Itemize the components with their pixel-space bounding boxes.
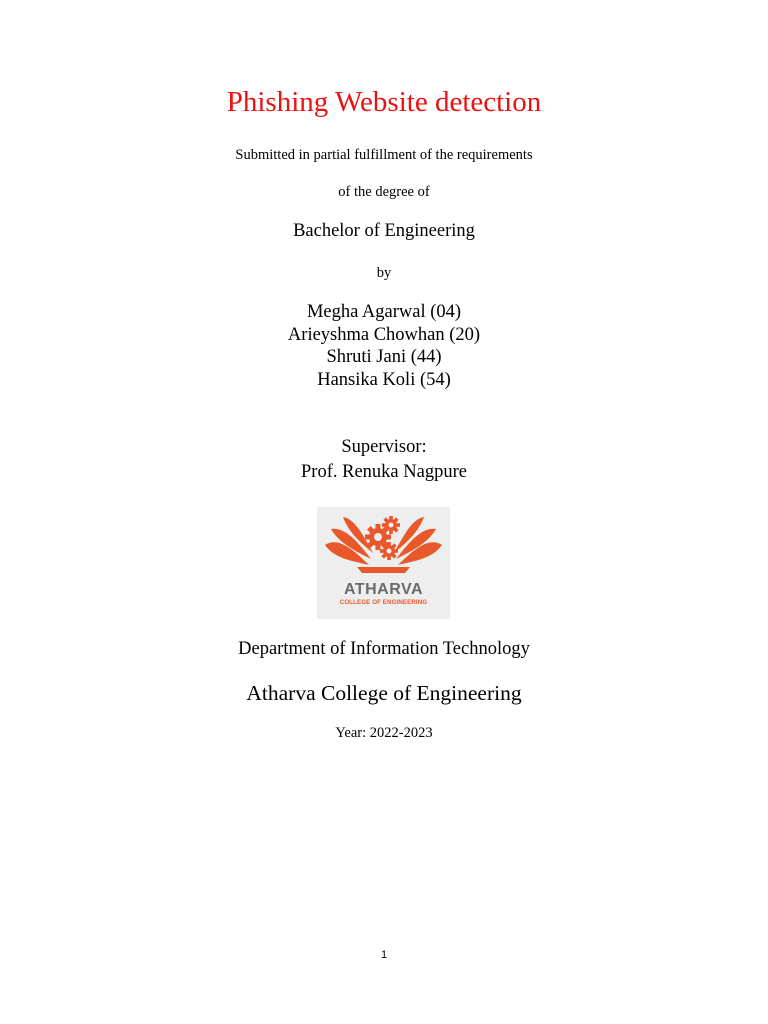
submission-line-1: Submitted in partial fulfillment of the requirements (235, 147, 533, 163)
logo-name: ATHARVA (343, 581, 424, 598)
academic-year: Year: 2022-2023 (335, 725, 433, 741)
college-name: Atharva College of Engineering (246, 681, 522, 705)
supervisor-label: Supervisor: (341, 437, 427, 457)
author-item: Hansika Koli (54) (317, 369, 451, 390)
degree-name: Bachelor of Engineering (293, 221, 475, 241)
author-item: Megha Agarwal (04) (306, 302, 462, 322)
submission-line-2: of the degree of (338, 184, 430, 200)
author-item: Shruti Jani (44) (326, 347, 442, 367)
page-number: 1 (380, 949, 388, 961)
author-item: Arieyshma Chowhan (20) (287, 324, 481, 345)
logo-subtitle: COLLEGE OF ENGINEERING (339, 599, 428, 606)
author-list (0, 301, 768, 391)
by-label: by (376, 265, 392, 281)
department-name: Department of Information Technology (238, 639, 530, 659)
college-logo (317, 507, 450, 619)
document-title: Phishing Website detection (226, 86, 542, 118)
supervisor-name: Prof. Renuka Nagpure (301, 462, 467, 482)
